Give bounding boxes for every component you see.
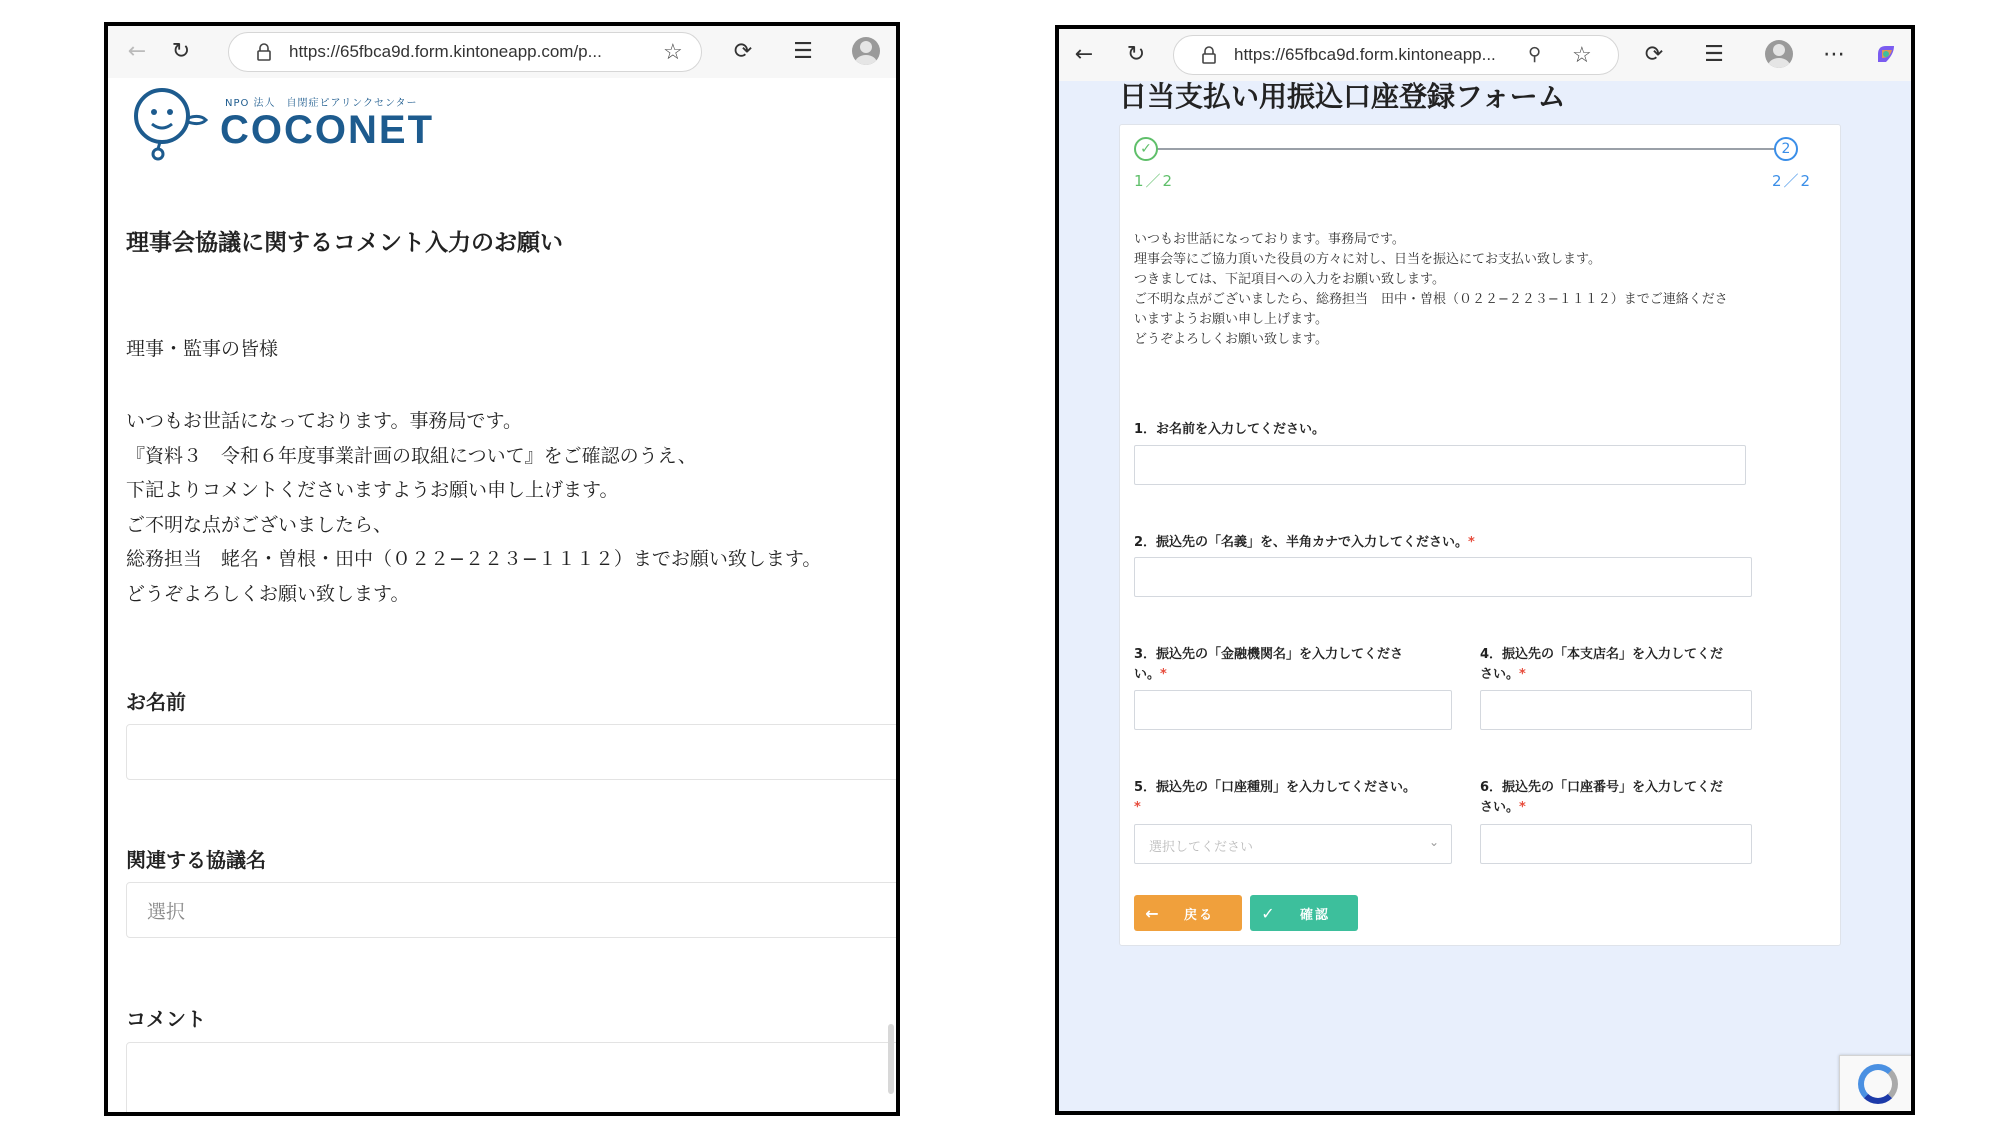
- intro-line: どうぞよろしくお願い致します。: [1134, 332, 1328, 347]
- required-mark: *: [1160, 667, 1167, 682]
- address-bar[interactable]: [1173, 35, 1619, 75]
- page-background: [1059, 81, 1911, 1115]
- recaptcha-icon: [1858, 1064, 1898, 1104]
- arrow-left-icon: ←: [1145, 903, 1159, 923]
- profile-avatar[interactable]: [1765, 40, 1793, 68]
- required-mark: *: [1519, 800, 1526, 815]
- message-line: 総務担当 蛯名・曽根・田中（０２２−２２３−１１１２）までお願い致します。: [126, 548, 822, 570]
- confirm-button[interactable]: ✓ 確認: [1250, 895, 1358, 931]
- url-text: https://65fbca9d.form.kintoneapp...: [1234, 45, 1496, 64]
- browser-window-left: [104, 22, 900, 1116]
- bank-name-input[interactable]: [1134, 690, 1452, 730]
- progress-line: [1154, 148, 1778, 150]
- reload-icon[interactable]: ↻: [1126, 41, 1146, 67]
- q5-label: 5．振込先の「口座種別」を入力してください。 *: [1134, 778, 1464, 818]
- message-line: 下記よりコメントくださいますようお願い申し上げます。: [126, 479, 619, 501]
- check-icon: ✓: [1261, 903, 1275, 923]
- copilot-icon[interactable]: [1871, 39, 1901, 69]
- favorites-icon[interactable]: ☰: [1704, 41, 1724, 67]
- extensions-icon[interactable]: ⟳: [733, 38, 753, 64]
- account-number-input[interactable]: [1480, 824, 1752, 864]
- intro-text: [1134, 230, 1728, 350]
- step-2-indicator: 2: [1774, 137, 1798, 161]
- scrollbar[interactable]: [888, 1024, 894, 1094]
- name-input[interactable]: [1134, 445, 1746, 485]
- account-holder-input[interactable]: [1134, 557, 1752, 597]
- intro-line: ご不明な点がございましたら、総務担当 田中・曽根（０２２−２２３−１１１２）までご連絡くださ: [1134, 292, 1728, 307]
- message-body: [126, 404, 821, 611]
- meeting-label: 関連する協議名: [126, 848, 266, 872]
- back-arrow-icon[interactable]: ←: [1074, 41, 1094, 67]
- lock-icon: [1198, 44, 1220, 66]
- address-bar[interactable]: [228, 32, 702, 72]
- url-text: https://65fbca9d.form.kintoneapp.com/p...: [289, 42, 602, 61]
- browser-window-right: [1055, 25, 1915, 1115]
- back-button[interactable]: ← 戻る: [1134, 895, 1242, 931]
- more-menu-icon[interactable]: ⋯: [1823, 41, 1845, 67]
- profile-avatar[interactable]: [852, 37, 880, 65]
- comment-label: コメント: [126, 1007, 206, 1031]
- step-2-label: 2／2: [1772, 172, 1813, 190]
- logo-name: COCONET: [220, 108, 434, 152]
- intro-line: つきましては、下記項目への入力をお願い致します。: [1134, 272, 1445, 287]
- required-mark: *: [1519, 667, 1526, 682]
- intro-line: いますようお願い申し上げます。: [1134, 312, 1328, 327]
- greeting-text: 理事・監事の皆様: [126, 338, 279, 360]
- zoom-icon[interactable]: ⚲: [1528, 44, 1542, 64]
- browser-toolbar: [1059, 29, 1911, 81]
- comment-textarea[interactable]: [126, 1042, 900, 1116]
- q4-label: 4．振込先の「本支店名」を入力してくだ さい。*: [1480, 647, 1724, 682]
- intro-line: 理事会等にご協力頂いた役員の方々に対し、日当を振込にてお支払い致します。: [1134, 252, 1601, 267]
- message-line: ご不明な点がございましたら、: [126, 513, 393, 536]
- logo-org-name: NPO 法人 自閉症ピアリンクセンター: [225, 98, 418, 109]
- favorite-star-icon[interactable]: ☆: [1572, 42, 1592, 67]
- chevron-down-icon: ⌄: [1428, 835, 1439, 849]
- message-line: 『資料３ 令和６年度事業計画の取組について』をご確認のうえ、: [126, 444, 697, 467]
- message-line: いつもお世話になっております。事務局です。: [126, 410, 522, 432]
- meeting-select[interactable]: 選択: [126, 882, 900, 938]
- q3-label: 3．振込先の「金融機関名」を入力してくださ い。*: [1134, 647, 1404, 682]
- recaptcha-badge[interactable]: [1839, 1055, 1915, 1115]
- favorites-icon[interactable]: ☰: [793, 38, 813, 64]
- name-input[interactable]: [126, 724, 900, 780]
- reload-icon[interactable]: ↻: [171, 38, 191, 64]
- intro-line: いつもお世話になっております。事務局です。: [1134, 232, 1405, 247]
- step-1-label: 1／2: [1134, 172, 1175, 190]
- lock-icon: [253, 41, 275, 63]
- q6-label: 6．振込先の「口座番号」を入力してくだ さい。*: [1480, 780, 1724, 815]
- browser-toolbar: [108, 26, 896, 78]
- q1-label: 1．お名前を入力してください。: [1134, 422, 1326, 437]
- favorite-star-icon[interactable]: ☆: [663, 39, 683, 64]
- branch-name-input[interactable]: [1480, 690, 1752, 730]
- message-line: どうぞよろしくお願い致します。: [126, 582, 410, 605]
- name-label: お名前: [126, 690, 186, 714]
- coconet-logo: [126, 84, 466, 166]
- mascot-logo-icon: [126, 84, 216, 166]
- page-title: 理事会協議に関するコメント入力のお願い: [126, 230, 563, 256]
- form-title: 日当支払い用振込口座登録フォーム: [1119, 80, 1566, 113]
- form-card: [1119, 124, 1841, 946]
- extensions-icon[interactable]: ⟳: [1644, 41, 1664, 67]
- required-mark: *: [1468, 535, 1475, 550]
- account-type-select[interactable]: 選択してください ⌄: [1134, 824, 1452, 864]
- q2-label: 2．振込先の「名義」を、半角カナで入力してください。*: [1134, 535, 1475, 550]
- required-mark: *: [1134, 800, 1141, 815]
- step-1-check-icon: ✓: [1134, 137, 1158, 161]
- back-arrow-icon[interactable]: ←: [127, 38, 147, 64]
